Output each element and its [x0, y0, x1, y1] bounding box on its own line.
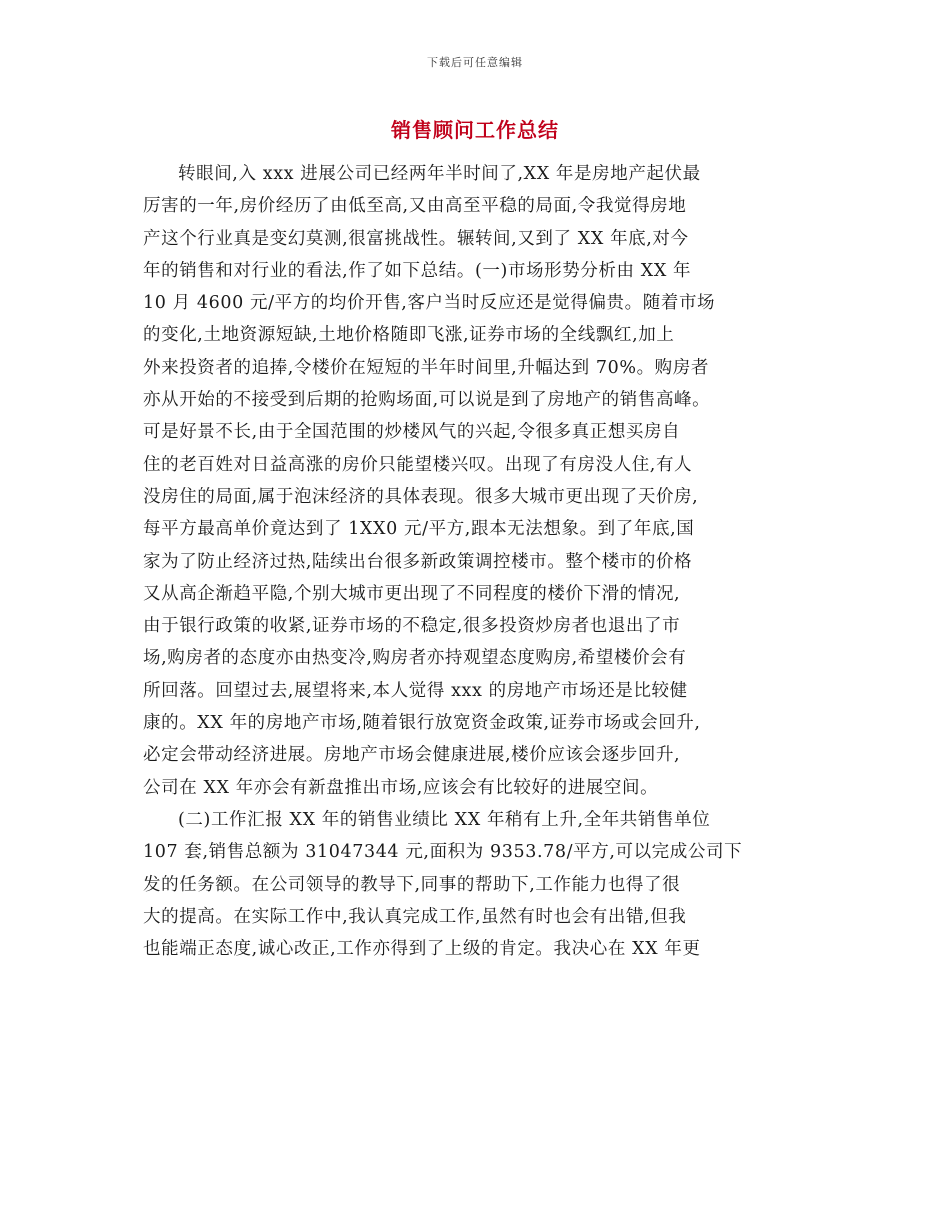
- document-title: 销售顾问工作总结: [391, 118, 559, 142]
- paragraph-line: 厉害的一年,房价经历了由低至高,又由高至平稳的局面,令我觉得房地: [143, 196, 687, 217]
- paragraph-line: 产这个行业真是变幻莫测,很富挑战性。辗转间,又到了 XX 年底,对今: [143, 228, 689, 249]
- paragraph-line: 10 月 4600 元/平方的均价开售,客户当时反应还是觉得偏贵。随着市场: [143, 293, 716, 314]
- paragraph-line: 发的任务额。在公司领导的教导下,同事的帮助下,工作能力也得了很: [143, 874, 681, 895]
- paragraph-line: 没房住的局面,属于泡沫经济的具体表现。很多大城市更出现了天价房,: [143, 486, 699, 507]
- paragraph-line: 又从高企渐趋平隐,个别大城市更出现了不同程度的楼价下滑的情况,: [143, 583, 681, 604]
- paragraph-line: 大的提高。在实际工作中,我认真完成工作,虽然有时也会有出错,但我: [143, 906, 687, 927]
- paragraph-line: 家为了防止经济过热,陆续出台很多新政策调控楼市。整个楼市的价格: [143, 551, 693, 572]
- paragraph-line: 由于银行政策的收紧,证券市场的不稳定,很多投资炒房者也退出了市: [143, 616, 681, 637]
- paragraph-line: 康的。XX 年的房地产市场,随着银行放宽资金政策,证券市场或会回升,: [143, 713, 701, 734]
- paragraph-line: 必定会带动经济进展。房地产市场会健康进展,楼价应该会逐步回升,: [143, 745, 681, 766]
- document-body: [143, 158, 811, 965]
- paragraph-line: 年的销售和对行业的看法,作了如下总结。(一)市场形势分析由 XX 年: [143, 260, 692, 281]
- paragraph-line: 住的老百姓对日益高涨的房价只能望楼兴叹。出现了有房没人住,有人: [143, 454, 693, 475]
- paragraph-line: 每平方最高单价竟达到了 1XX0 元/平方,跟本无法想象。到了年底,国: [143, 519, 695, 540]
- paragraph-line: 外来投资者的追捧,令楼价在短短的半年时间里,升幅达到 70%。购房者: [143, 357, 709, 378]
- paragraph-line: 所回落。回望过去,展望将来,本人觉得 xxx 的房地产市场还是比较健: [143, 680, 688, 701]
- paragraph-line: 场,购房者的态度亦由热变冷,购房者亦持观望态度购房,希望楼价会有: [143, 648, 687, 669]
- paragraph-line: 转眼间,入 xxx 进展公司已经两年半时间了,XX 年是房地产起伏最: [178, 164, 701, 184]
- paragraph-line: 的变化,土地资源短缺,土地价格随即飞涨,证券市场的全线飘红,加上: [143, 325, 675, 346]
- paragraph-line: 可是好景不长,由于全国范围的炒楼风气的兴起,令很多真正想买房自: [143, 422, 681, 443]
- paragraph-line: 公司在 XX 年亦会有新盘推出市场,应该会有比较好的进展空间。: [143, 777, 659, 798]
- paragraph-line: (二)工作汇报 XX 年的销售业绩比 XX 年稍有上升,全年共销售单位: [178, 809, 711, 830]
- paragraph-line: 也能端正态度,诚心改正,工作亦得到了上级的肯定。我决心在 XX 年更: [143, 939, 701, 960]
- paragraph-line: 107 套,销售总额为 31047344 元,面积为 9353.78/平方,可以完成公司下: [143, 842, 743, 863]
- paragraph-line: 亦从开始的不接受到后期的抢购场面,可以说是到了房地产的销售高峰。: [143, 390, 711, 411]
- header-note: 下载后可任意编辑: [427, 56, 523, 69]
